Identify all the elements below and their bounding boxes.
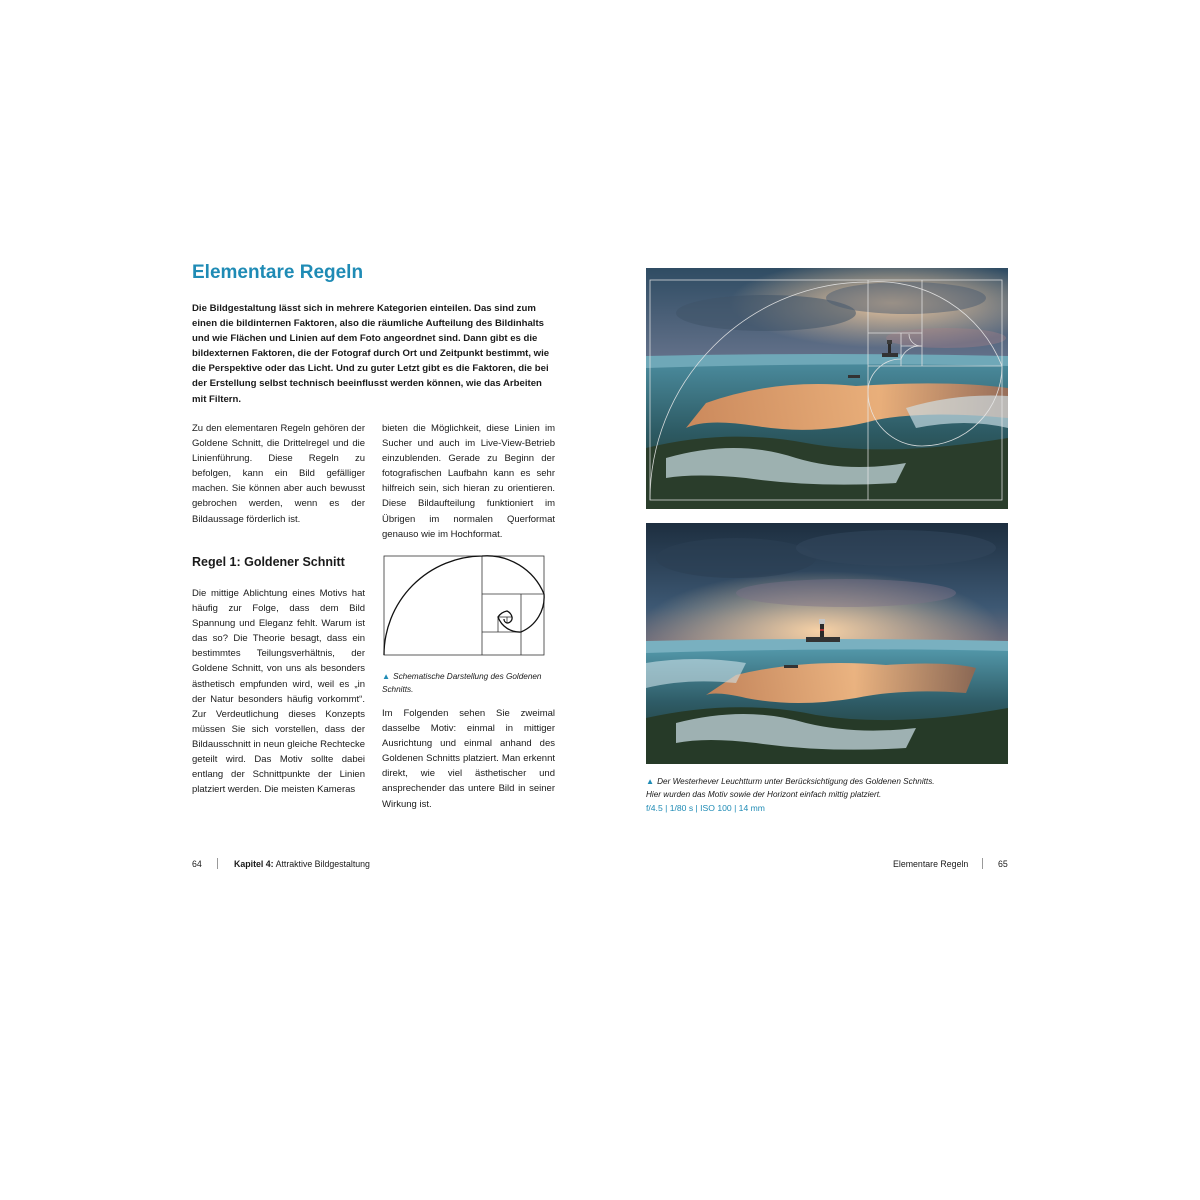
photo-caption-2: Hier wurden das Motiv sowie der Horizont einfach mittig platziert. xyxy=(646,790,882,799)
page-title: Elementare Regeln xyxy=(192,262,364,283)
footer-separator-right xyxy=(982,858,983,869)
body-text-col1-p1: Zu den elementaren Regeln gehören der Goldene Schnitt, die Drittelregel und die Linienführung. Diese Regeln zu befolgen, kann ein Bild gefälliger machen. Sie können aber auch bewusst gebrochen werden, wenn es der Bildaussage förderlich ist. xyxy=(192,423,365,525)
page-number-left: 64 xyxy=(192,859,202,869)
photo-caption-1: ▲ Der Westerhever Leuchtturm unter Berücksichtigung des Goldenen Schnitts. xyxy=(646,777,935,786)
lighthouse-photo-centered xyxy=(646,523,1008,764)
body-text-col1-p2: Die mittige Ablichtung eines Motivs hat häufig zur Folge, dass dem Bild Spannung und Eleganz fehlt. Warum ist das so? Die Theorie besagt, dass ein bestimmtes Teilungsverhältnis, der Goldene Schnitt, von uns als besonders ästhetisch empfunden wird, weil es „in der Natur besonders häufig vorkommt“. Zur Verdeutlichung dieses Konzepts müssen Sie sich vorstellen, dass der Bildausschnitt in neun gleiche Rechtecke geteilt wird. Das Motiv sollte dabei entlang der Schnittpunkte der Linien platziert werden. Die meisten Kameras xyxy=(192,588,365,796)
caption-triangle-icon: ▲ xyxy=(382,672,391,681)
chapter-title: Attraktive Bildgestaltung xyxy=(275,859,370,869)
page-number-right: 65 xyxy=(998,859,1008,869)
running-header-right: Elementare Regeln xyxy=(893,859,969,869)
exif-data: f/4.5 | 1/80 s | ISO 100 | 14 mm xyxy=(646,803,765,813)
caption-triangle-icon: ▲ xyxy=(646,777,655,786)
section-heading: Regel 1: Goldener Schnitt xyxy=(192,555,345,569)
intro-paragraph: Die Bildgestaltung lässt sich in mehrere Kategorien einteilen. Das sind zum einen die bildinternen Faktoren, also die räumliche Aufteilung des Bildinhalts und wie Flächen und Linien auf dem Foto angeordnet sind. Dann gibt es die bildexternen Faktoren, die der Fotograf durch Ort und Zeitpunkt bestimmt, wie die Perspektive oder das Licht. Und zu guter Letzt gibt es die Faktoren, die bei der Erstellung selbst technisch beeinflusst werden können, wie das Arbeiten mit Filtern. xyxy=(192,303,550,405)
golden-spiral-diagram xyxy=(383,555,545,661)
body-text-col2-p2: Im Folgenden sehen Sie zweimal dasselbe Motiv: einmal in mittiger Ausrichtung und einmal anhand des Goldenen Schnitts platziert. Man erkennt direkt, wie viel ästhetischer und ansprechender das untere Bild in seiner Wirkung ist. xyxy=(382,708,555,810)
diagram-caption: ▲ Schematische Darstellung des Goldenen Schnitts. xyxy=(382,672,542,694)
footer-separator-left xyxy=(217,858,218,869)
running-header-left xyxy=(234,859,370,869)
lighthouse-photo-golden-ratio xyxy=(646,268,1008,509)
chapter-label: Kapitel 4: xyxy=(234,859,274,869)
body-text-col2-p1: bieten die Möglichkeit, diese Linien im Sucher und auch im Live-View-Betrieb einzublenden. Gerade zu Beginn der fotografischen Laufbahn kann es sehr hilfreich sein, sich hieran zu orientieren. Diese Bildaufteilung funktioniert im Übrigen im normalen Querformat genauso wie im Hochformat. xyxy=(382,423,555,540)
